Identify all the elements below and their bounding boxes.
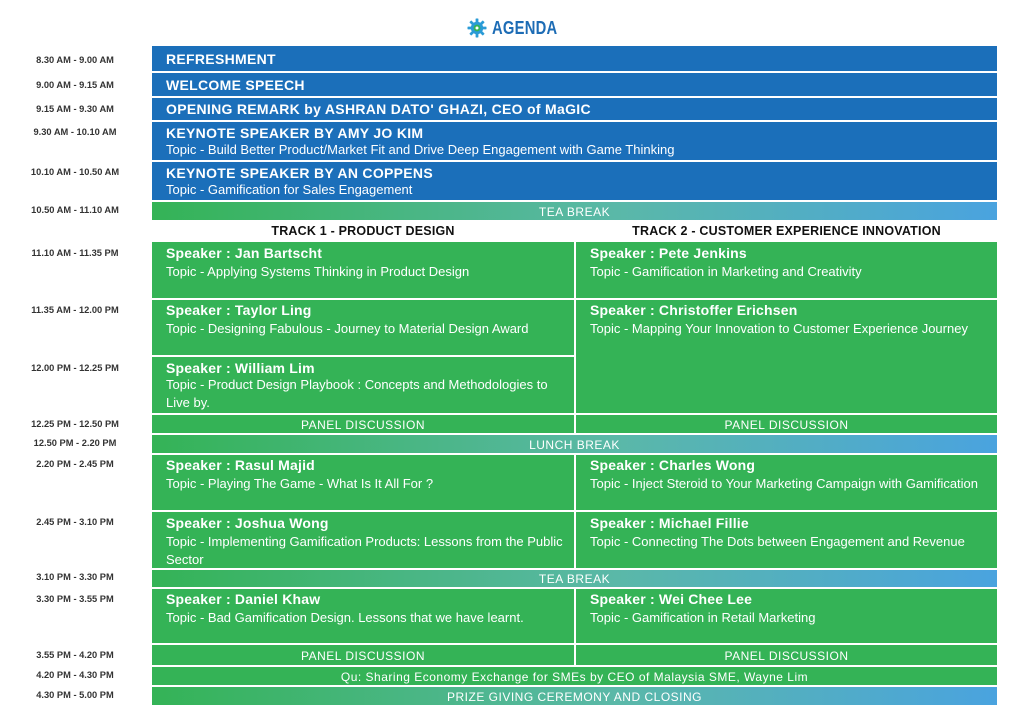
- session-topic: Topic - Connecting The Dots between Engagement and Revenue: [590, 534, 965, 549]
- time-slot: 9.30 AM - 10.10 AM: [33, 127, 117, 137]
- session-topic: Topic - Mapping Your Innovation to Customer Experience Journey: [590, 321, 968, 336]
- time-slot: 11.10 AM - 11.35 PM: [31, 248, 119, 258]
- panel-discussion-track-2: [576, 645, 997, 665]
- session-rasul-majid: [152, 455, 574, 510]
- session-topic: Topic - Implementing Gamification Products: Lessons from the Public Sector: [166, 534, 563, 567]
- session-michael-fillie: [576, 512, 997, 568]
- panel-label: PANEL DISCUSSION: [724, 649, 849, 663]
- session-title: PRIZE GIVING CEREMONY AND CLOSING: [447, 690, 702, 704]
- time-slot: 9.00 AM - 9.15 AM: [36, 80, 114, 90]
- session-title: OPENING REMARK by ASHRAN DATO' GHAZI, CEO of MaGIC: [166, 101, 591, 117]
- qa-session-bar: [152, 667, 997, 685]
- session-topic: Topic - Gamification in Marketing and Creativity: [590, 264, 862, 279]
- time-slot: 4.20 PM - 4.30 PM: [36, 670, 114, 680]
- session-topic: Topic - Build Better Product/Market Fit and Drive Deep Engagement with Game Thinking: [166, 142, 675, 157]
- time-slot: 12.00 PM - 12.25 PM: [31, 363, 119, 373]
- session-title: KEYNOTE SPEAKER BY AN COPPENS: [166, 165, 433, 181]
- track-2-heading: TRACK 2 - CUSTOMER EXPERIENCE INNOVATION: [632, 224, 941, 238]
- panel-label: PANEL DISCUSSION: [300, 649, 426, 663]
- panel-discussion-track-2: [576, 415, 997, 433]
- keynote-an-coppens-bar: [152, 162, 997, 200]
- speaker-name: Speaker : Rasul Majid: [166, 457, 315, 473]
- panel-discussion-track-1: [152, 645, 574, 665]
- time-slot: 3.55 PM - 4.20 PM: [36, 650, 114, 660]
- session-topic: Topic - Gamification for Sales Engagement: [166, 182, 413, 197]
- speaker-name: Speaker : Joshua Wong: [166, 515, 329, 531]
- session-title: WELCOME SPEECH: [166, 77, 305, 93]
- session-pete-jenkins: [576, 242, 997, 298]
- session-topic: Topic - Product Design Playbook : Concepts and Methodologies to Live by.: [166, 377, 548, 410]
- time-slot: 3.10 PM - 3.30 PM: [36, 572, 114, 582]
- time-slot: 2.45 PM - 3.10 PM: [36, 517, 114, 527]
- session-taylor-ling: [152, 300, 574, 355]
- time-slot: 4.30 PM - 5.00 PM: [36, 690, 114, 700]
- break-label: TEA BREAK: [538, 205, 611, 219]
- speaker-name: Speaker : Taylor Ling: [166, 302, 312, 318]
- break-label: LUNCH BREAK: [529, 438, 620, 452]
- session-topic: Topic - Playing The Game - What Is It All For ?: [166, 476, 434, 491]
- agenda-header: [0, 14, 1024, 42]
- panel-discussion-track-1: [152, 415, 574, 433]
- speaker-name: Speaker : Jan Bartscht: [166, 245, 323, 261]
- session-topic: Topic - Gamification in Retail Marketing: [590, 610, 816, 625]
- session-wei-chee-lee: [576, 589, 997, 643]
- session-christoffer-erichsen: [576, 300, 997, 413]
- gear-icon: [467, 18, 487, 38]
- welcome-speech-bar: [152, 73, 997, 96]
- time-slot: 3.30 PM - 3.55 PM: [36, 594, 114, 604]
- speaker-name: Speaker : Christoffer Erichsen: [590, 302, 798, 318]
- session-title: KEYNOTE SPEAKER BY AMY JO KIM: [166, 125, 424, 141]
- time-slot: 2.20 PM - 2.45 PM: [36, 459, 114, 469]
- speaker-name: Speaker : Michael Fillie: [590, 515, 749, 531]
- session-jan-bartscht: [152, 242, 574, 298]
- tea-break-bar: [152, 570, 997, 587]
- opening-remark-bar: [152, 98, 997, 120]
- session-joshua-wong: [152, 512, 574, 568]
- panel-label: PANEL DISCUSSION: [300, 418, 426, 432]
- session-topic: Topic - Bad Gamification Design. Lessons that we have learnt.: [166, 610, 524, 625]
- speaker-name: Speaker : Charles Wong: [590, 457, 756, 473]
- break-label: TEA BREAK: [538, 572, 611, 586]
- session-daniel-khaw: [152, 589, 574, 643]
- time-slot: 10.10 AM - 10.50 AM: [30, 167, 120, 177]
- keynote-amy-jo-kim-bar: [152, 122, 997, 160]
- speaker-name: Speaker : Wei Chee Lee: [590, 591, 753, 607]
- time-slot: 12.50 PM - 2.20 PM: [33, 438, 117, 448]
- time-slot: 9.15 AM - 9.30 AM: [36, 104, 114, 114]
- session-topic: Topic - Applying Systems Thinking in Product Design: [166, 264, 470, 279]
- panel-label: PANEL DISCUSSION: [724, 418, 849, 432]
- session-charles-wong: [576, 455, 997, 510]
- page-title: AGENDA: [491, 17, 558, 38]
- session-topic: Topic - Inject Steroid to Your Marketing Campaign with Gamification: [590, 476, 979, 491]
- session-title: REFRESHMENT: [166, 51, 276, 67]
- time-slot: 12.25 PM - 12.50 PM: [31, 419, 119, 429]
- time-slot: 8.30 AM - 9.00 AM: [36, 55, 114, 65]
- session-title: Qu: Sharing Economy Exchange for SMEs by CEO of Malaysia SME, Wayne Lim: [340, 670, 809, 684]
- tea-break-bar: [152, 202, 997, 220]
- lunch-break-bar: [152, 435, 997, 453]
- refreshment-bar: [152, 46, 997, 71]
- time-slot: 10.50 AM - 11.10 AM: [31, 205, 119, 215]
- speaker-name: Speaker : William Lim: [166, 360, 315, 376]
- session-william-lim: [152, 357, 574, 413]
- speaker-name: Speaker : Pete Jenkins: [590, 245, 747, 261]
- speaker-name: Speaker : Daniel Khaw: [166, 591, 321, 607]
- closing-ceremony-bar: [152, 687, 997, 705]
- session-topic: Topic - Designing Fabulous - Journey to Material Design Award: [166, 321, 529, 336]
- track-1-heading: TRACK 1 - PRODUCT DESIGN: [271, 224, 455, 238]
- time-slot: 11.35 AM - 12.00 PM: [31, 305, 119, 315]
